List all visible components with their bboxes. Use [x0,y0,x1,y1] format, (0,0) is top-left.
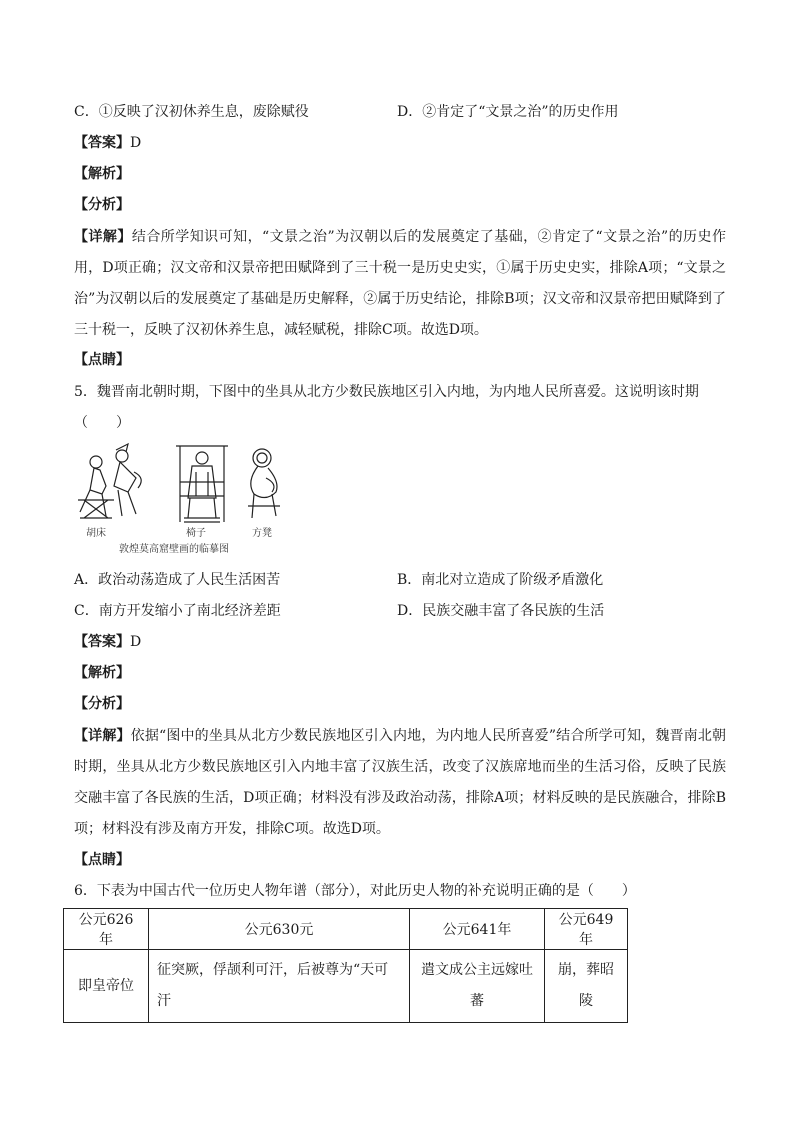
table-cell-event: 征突厥，俘颉利可汗，后被尊为“天可汗 [149,950,410,1023]
table-cell-event: 即皇帝位 [64,950,149,1023]
option-c: C．南方开发缩小了南北经济差距 [74,603,281,619]
figure-label-fangdeng: 方凳 [252,528,272,539]
option-c: C．①反映了汉初休养生息，废除赋役 [74,104,309,120]
answer-value: D [130,634,142,650]
comment-tag: 【点睛】 [74,352,130,368]
answer-value: D [130,135,142,151]
square-stool-drawing [248,449,280,518]
table-cell-event: 遣文成公主远嫁吐蕃 [410,950,545,1023]
option-d: D．民族交融丰富了各民族的生活 [397,603,605,619]
figure-label-yizi: 椅子 [186,528,206,539]
answer-tag: 【答案】 [74,135,130,151]
question-stem: 6．下表为中国古代一位历史人物年谱（部分），对此历史人物的补充说明正确的是（ ） [74,883,636,899]
chronology-table [63,908,628,1023]
table-cell-year: 公元626年 [64,909,149,950]
detail-tag: 【详解】 [74,229,132,245]
table-cell-year: 公元641年 [410,909,545,950]
fenxi-tag: 【分析】 [74,197,130,213]
table-cell-year: 公元630元 [149,909,410,950]
table-cell-event: 崩，葬昭陵 [545,950,628,1023]
fenxi-tag: 【分析】 [74,696,130,712]
detail-text: 依据“图中的坐具从北方少数民族地区引入内地，为内地人民所喜爱”结合所学可知，魏晋南北朝时期，坐具从北方少数民族地区引入内地丰富了汉族生活，改变了汉族席地而坐的生活习俗，反映了民族交融丰富了各民族的生活，D项正确；材料没有涉及政治动荡，排除A项；材料反映的是民族融合，排除B项；材料没有涉及南方开发，排除C项。故选D项。 [74,728,727,837]
option-a: A．政治动荡造成了人民生活困苦 [74,572,281,588]
detail-paragraph [74,222,726,346]
table-row [64,909,628,950]
detail-paragraph [74,721,726,845]
answer-tag: 【答案】 [74,634,130,650]
comment-tag: 【点睛】 [74,852,130,868]
analysis-tag: 【解析】 [74,665,130,681]
answer-blank: （ ） [74,415,130,431]
answer-line [74,133,141,153]
analysis-tag: 【解析】 [74,166,130,182]
mural-figure [66,442,296,558]
folding-stool-drawing [78,444,141,518]
option-b: B．南北对立造成了阶级矛盾激化 [397,572,604,588]
figure-caption: 敦煌莫高窟壁画的临摹图 [119,544,229,555]
figure-label-huchuang: 胡床 [86,528,106,539]
answer-line [74,632,141,652]
question-stem: 5．魏晋南北朝时期，下图中的坐具从北方少数民族地区引入内地，为内地人民所喜爱。这说明该时期 [74,384,699,400]
detail-tag: 【详解】 [74,728,131,744]
chair-drawing [176,446,228,522]
table-row [64,950,628,1023]
detail-text: 结合所学知识可知，“文景之治”为汉朝以后的发展奠定了基础，②肯定了“文景之治”的历史作用，D项正确；汉文帝和汉景帝把田赋降到了三十税一是历史史实，①属于历史史实，排除A项；“文景之治”为汉朝以后的发展奠定了基础是历史解释，②属于历史结论，排除B项；汉文帝和汉景帝把田赋降到了三十税一，反映了汉初休养生息，减轻赋税，排除C项。故选D项。 [74,229,726,338]
table-cell-year: 公元649年 [545,909,628,950]
option-d: D．②肯定了“文景之治”的历史作用 [397,104,619,120]
seating-illustration [66,442,296,558]
